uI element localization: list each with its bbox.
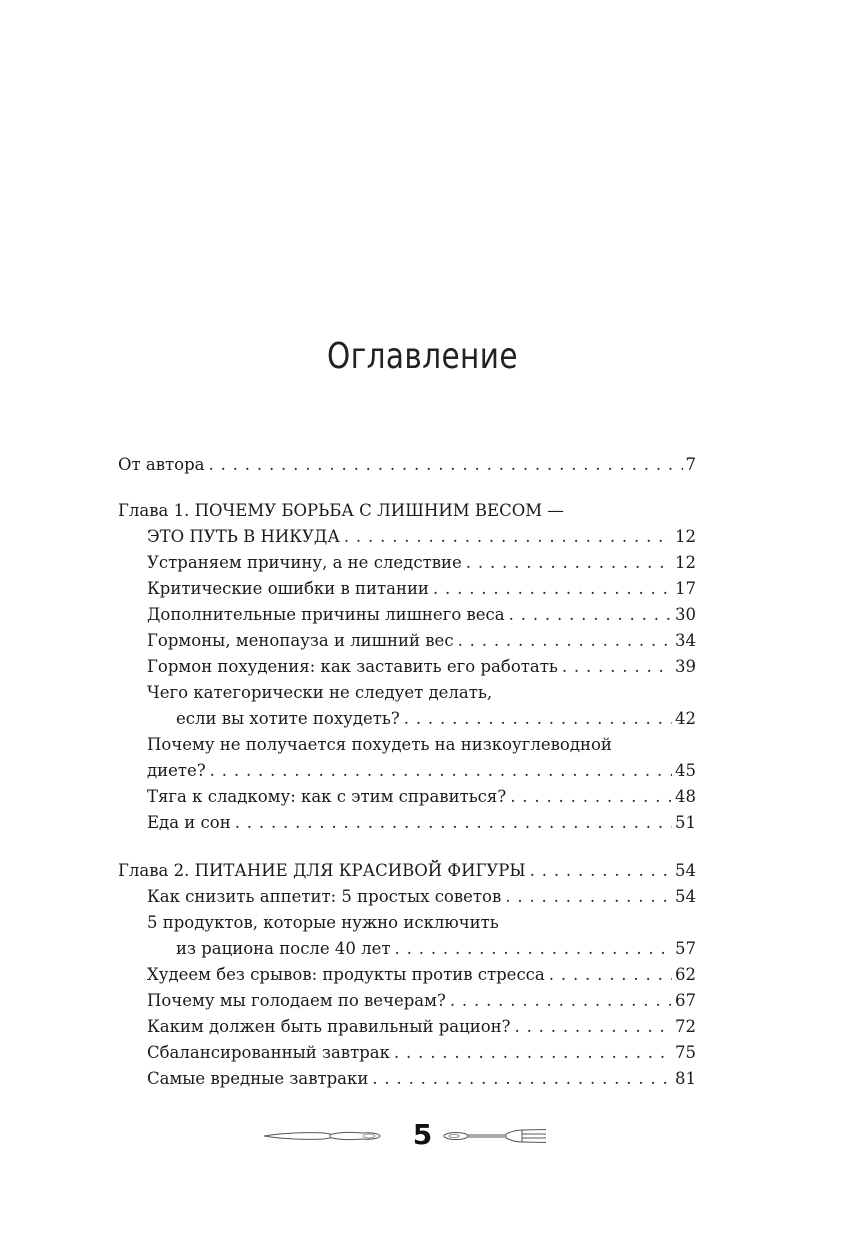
toc-page-number: 45 — [675, 761, 696, 780]
fork-icon — [442, 1126, 548, 1146]
toc-entry-text: Самые вредные завтраки — [147, 1069, 369, 1088]
toc-section[interactable] — [118, 962, 696, 988]
toc-page-number: 54 — [675, 887, 696, 906]
toc-chapter-1[interactable] — [118, 524, 696, 550]
leader-dots — [344, 524, 672, 550]
toc-entry-text: Устраняем причину, а не следствие — [147, 553, 462, 572]
toc-entry-text: Тяга к сладкому: как с этим справиться? — [147, 787, 507, 806]
toc-page-number: 62 — [675, 965, 696, 984]
toc-entry-intro[interactable] — [118, 452, 696, 478]
toc-section[interactable] — [118, 576, 696, 602]
page-footer — [0, 1116, 845, 1156]
toc-entry-text: 5 продуктов, которые нужно исключить — [147, 913, 499, 932]
toc-entry-text: Каким должен быть правильный рацион? — [147, 1017, 511, 1036]
toc-entry-text: если вы хотите похудеть? — [176, 709, 400, 728]
toc-entry-text: Критические ошибки в питании — [147, 579, 429, 598]
toc-page-number: 81 — [675, 1069, 696, 1088]
toc-entry-text: Худеем без срывов: продукты против стресса — [147, 965, 545, 984]
leader-dots — [450, 988, 672, 1014]
leader-dots — [509, 602, 672, 628]
toc-page-number: 57 — [675, 939, 696, 958]
toc-page-number: 17 — [675, 579, 696, 598]
toc-entry-text: Дополнительные причины лишнего веса — [147, 605, 505, 624]
toc-section-heading[interactable] — [118, 910, 696, 936]
toc-entry-text: Глава 2. ПИТАНИЕ ДЛЯ КРАСИВОЙ ФИГУРЫ — [118, 861, 526, 880]
toc-section[interactable] — [118, 758, 696, 784]
toc-section[interactable] — [118, 706, 696, 732]
leader-dots — [433, 576, 672, 602]
toc-page-number: 30 — [675, 605, 696, 624]
toc-section[interactable] — [118, 628, 696, 654]
toc-section[interactable] — [118, 1014, 696, 1040]
toc-chapter-1-heading[interactable] — [118, 498, 696, 524]
leader-dots — [466, 550, 672, 576]
leader-dots — [404, 706, 672, 732]
toc-section[interactable] — [118, 602, 696, 628]
toc-entry-text: Почему не получается похудеть на низкоуглеводной — [147, 735, 612, 754]
leader-dots — [514, 1014, 672, 1040]
leader-dots — [505, 884, 672, 910]
toc-section[interactable] — [118, 654, 696, 680]
toc-section[interactable] — [118, 784, 696, 810]
toc-page-number: 12 — [675, 553, 696, 572]
toc-page-number: 39 — [675, 657, 696, 676]
leader-dots — [510, 784, 672, 810]
toc-entry-text: ЭТО ПУТЬ В НИКУДА — [147, 527, 340, 546]
toc-section-heading[interactable] — [118, 732, 696, 758]
toc-entry-text: диете? — [147, 761, 206, 780]
toc-page-number: 54 — [675, 861, 696, 880]
leader-dots — [530, 858, 672, 884]
toc-section[interactable] — [118, 550, 696, 576]
toc-page-number: 42 — [675, 709, 696, 728]
toc-page-number: 72 — [675, 1017, 696, 1036]
leader-dots — [549, 962, 672, 988]
toc-section[interactable] — [118, 1040, 696, 1066]
toc-entry-text: Как снизить аппетит: 5 простых советов — [147, 887, 502, 906]
toc-section-heading[interactable] — [118, 680, 696, 706]
page-number: 5 — [412, 1118, 433, 1151]
toc-chapter-2[interactable] — [118, 858, 696, 884]
toc-page-number: 75 — [675, 1043, 696, 1062]
toc-section[interactable] — [118, 884, 696, 910]
toc-section[interactable] — [118, 936, 696, 962]
toc-page-number: 7 — [685, 455, 696, 474]
table-of-contents — [118, 452, 696, 1092]
leader-dots — [394, 1040, 672, 1066]
toc-page-number: 48 — [675, 787, 696, 806]
toc-entry-text: Почему мы голодаем по вечерам? — [147, 991, 446, 1010]
toc-page-number: 12 — [675, 527, 696, 546]
leader-dots — [372, 1066, 672, 1092]
page-title: Оглавление — [327, 336, 518, 377]
toc-page-number: 67 — [675, 991, 696, 1010]
leader-dots — [210, 758, 672, 784]
toc-entry-text: Гормон похудения: как заставить его работать — [147, 657, 558, 676]
leader-dots — [209, 452, 683, 478]
toc-entry-text: из рациона после 40 лет — [176, 939, 391, 958]
toc-entry-text: Гормоны, менопауза и лишний вес — [147, 631, 454, 650]
toc-section[interactable] — [118, 1066, 696, 1092]
leader-dots — [562, 654, 672, 680]
leader-dots — [395, 936, 672, 962]
toc-section[interactable] — [118, 810, 696, 836]
toc-entry-text: От автора — [118, 455, 205, 474]
leader-dots — [235, 810, 672, 836]
leader-dots — [458, 628, 672, 654]
toc-entry-text: Еда и сон — [147, 813, 231, 832]
toc-entry-text: Сбалансированный завтрак — [147, 1043, 390, 1062]
toc-entry-text: Глава 1. ПОЧЕМУ БОРЬБА С ЛИШНИМ ВЕСОМ — — [118, 501, 564, 520]
toc-page-number: 51 — [675, 813, 696, 832]
toc-page-number: 34 — [675, 631, 696, 650]
toc-entry-text: Чего категорически не следует делать, — [147, 683, 493, 702]
toc-section[interactable] — [118, 988, 696, 1014]
